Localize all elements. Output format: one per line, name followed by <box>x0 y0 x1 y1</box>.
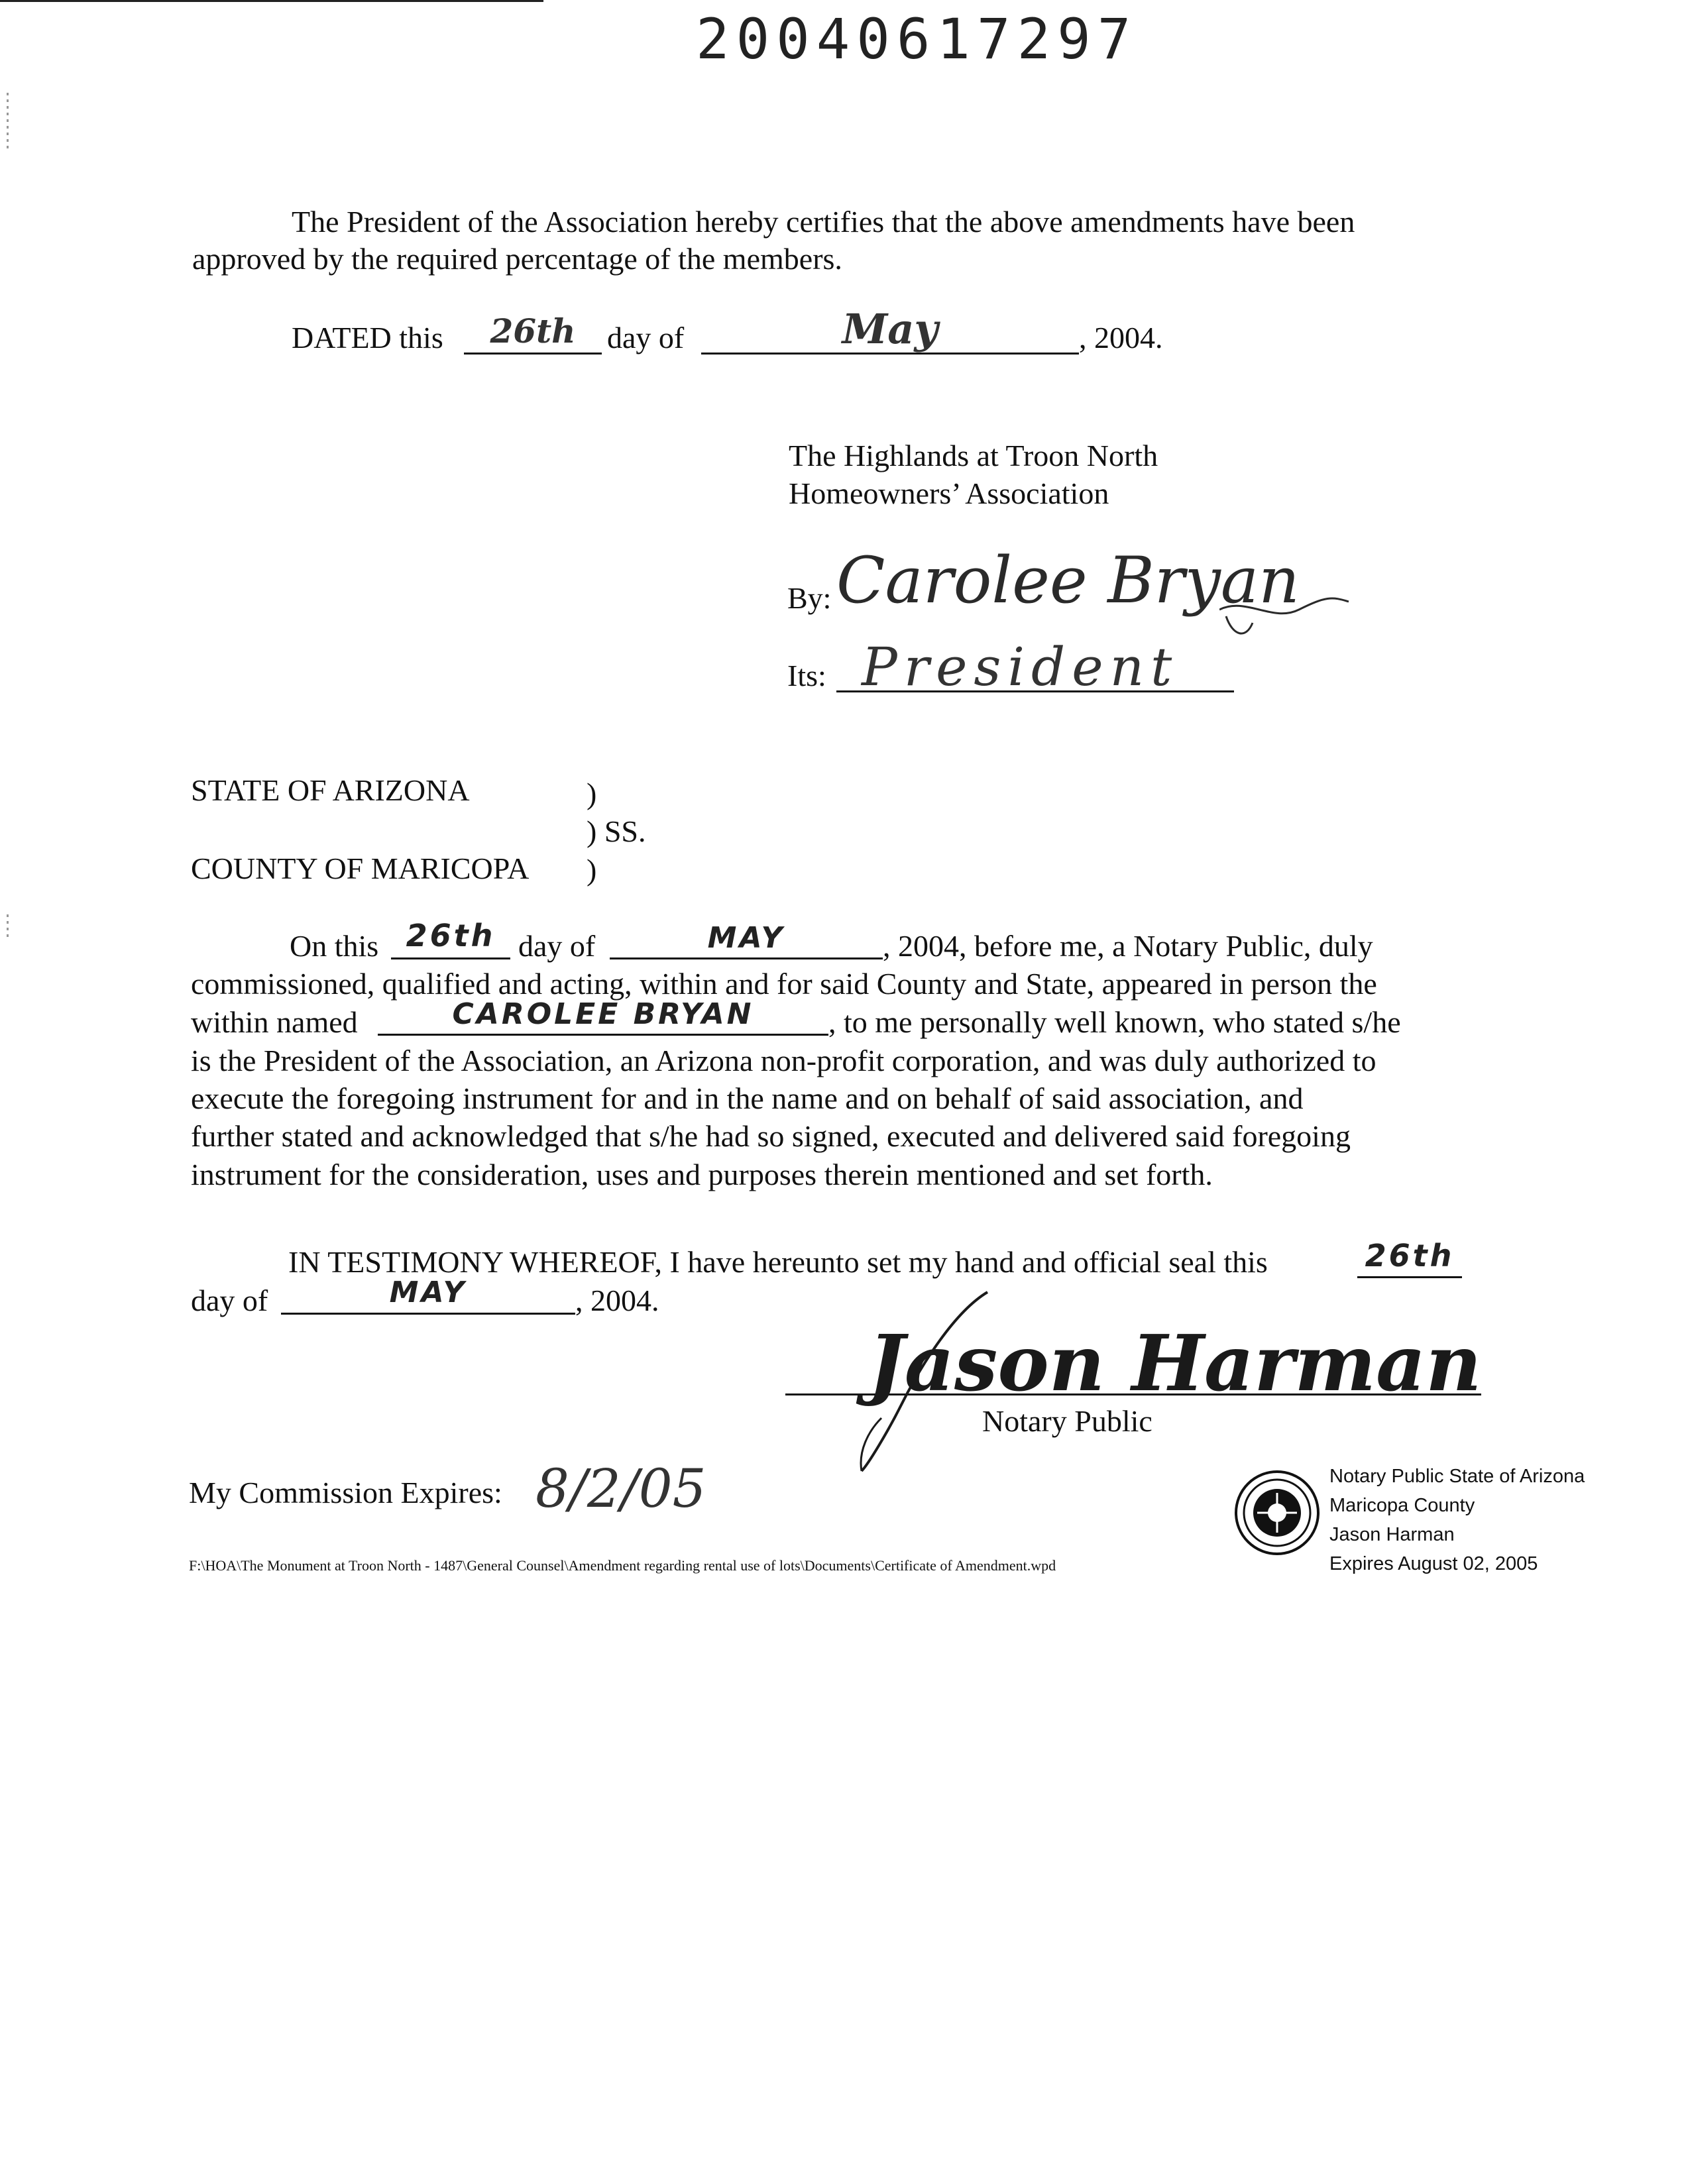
dated-day-field: 26th <box>464 311 602 355</box>
notary-line-4: is the President of the Association, an Arizona non-profit corporation, and was duly authorized to <box>191 1044 1377 1077</box>
notary-public-label: Notary Public <box>982 1404 1152 1438</box>
scan-edge-line <box>0 0 543 2</box>
certification-line-2: approved by the required percentage of the members. <box>192 242 842 276</box>
association-name-line-2: Homeowners’ Association <box>789 476 1109 510</box>
stamp-line-3: Jason Harman <box>1329 1524 1455 1545</box>
stamp-line-2: Maricopa County <box>1329 1495 1475 1516</box>
signature-flourish <box>1219 583 1352 643</box>
stamp-line-4: Expires August 02, 2005 <box>1329 1553 1538 1574</box>
certification-line-1: The President of the Association hereby certifies that the above amendments have been <box>292 205 1355 239</box>
notary-line-3-suffix: , to me personally well known, who stated s/he <box>828 1005 1401 1039</box>
notary-line-5: execute the foregoing instrument for and in the name and on behalf of said association, and <box>191 1081 1304 1115</box>
notary-line-3-prefix: within named <box>191 1005 358 1039</box>
arizona-seal-icon <box>1234 1470 1320 1556</box>
testimony-month-field: MAY <box>281 1276 575 1315</box>
dated-prefix: DATED this <box>292 321 443 355</box>
dated-year: , 2004. <box>1079 321 1163 355</box>
scan-margin-mark <box>7 914 9 941</box>
file-path: F:\HOA\The Monument at Troon North - 1487\General Counsel\Amendment regarding rental use of lots\Documents\Certificate of Amendment.wpd <box>189 1557 1056 1574</box>
dated-middle: day of <box>607 321 685 355</box>
notary-name-field: CAROLEE BRYAN <box>378 997 828 1036</box>
stamp-line-1: Notary Public State of Arizona <box>1329 1466 1585 1487</box>
by-label: By: <box>787 581 832 615</box>
scan-margin-mark <box>7 93 9 152</box>
president-signature: Carolee Bryan <box>836 543 1300 618</box>
commission-value: 8/2/05 <box>535 1458 706 1519</box>
document-number: 20040617297 <box>696 7 1138 72</box>
notary-signature-flourish <box>822 1285 1021 1478</box>
notary-line-7: instrument for the consideration, uses and purposes therein mentioned and set forth. <box>191 1158 1213 1191</box>
its-label: Its: <box>787 659 826 692</box>
notary-line-2: commissioned, qualified and acting, within and for said County and State, appeared in person the <box>191 967 1377 1001</box>
venue-paren-3: ) <box>587 853 597 887</box>
dated-month-field: May <box>701 305 1079 355</box>
testimony-line-2-prefix: day of <box>191 1283 268 1317</box>
notary-line-6: further stated and acknowledged that s/he had so signed, executed and delivered said foregoing <box>191 1119 1351 1153</box>
testimony-line-1: IN TESTIMONY WHEREOF, I have hereunto set my hand and official seal this <box>288 1245 1268 1279</box>
notary-signature: Jason Harman <box>868 1319 1482 1409</box>
venue-county: COUNTY OF MARICOPA <box>191 851 530 885</box>
venue-state: STATE OF ARIZONA <box>191 773 470 807</box>
testimony-day-field: 26th <box>1357 1238 1462 1278</box>
notary-day-field: 26th <box>391 918 510 959</box>
notary-line-1-mid: day of <box>518 929 596 963</box>
venue-paren-1: ) <box>587 777 597 810</box>
commission-label: My Commission Expires: <box>189 1476 502 1509</box>
notary-line-1-prefix: On this <box>290 929 379 963</box>
testimony-line-2-suffix: , 2004. <box>575 1283 659 1317</box>
notary-month-field: MAY <box>610 921 883 959</box>
association-name-line-1: The Highlands at Troon North <box>789 439 1158 472</box>
its-value: President <box>862 636 1179 698</box>
notary-line-1-suffix: , 2004, before me, a Notary Public, duly <box>883 929 1373 963</box>
venue-paren-2: ) SS. <box>587 814 646 848</box>
